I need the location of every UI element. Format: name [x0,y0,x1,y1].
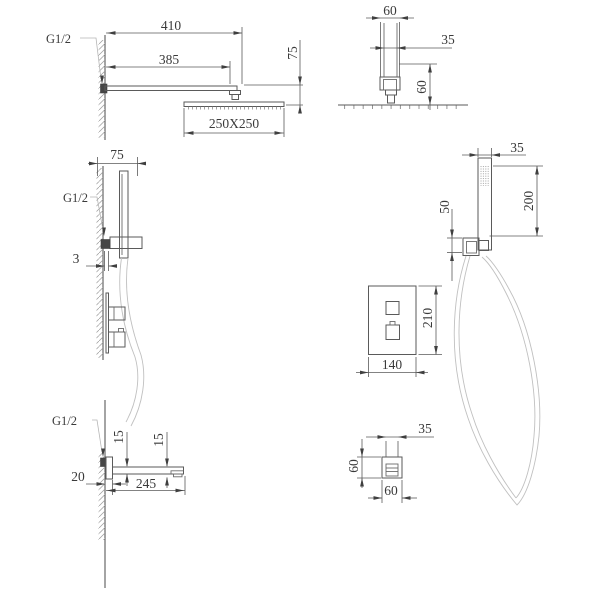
view-mixer-front [356,286,442,377]
bracket-arm [479,241,489,251]
dim-head-drop: 75 [285,46,300,60]
ball-joint-upper [230,91,241,95]
dim-plate-height: 210 [420,307,435,329]
mixer-plate [369,286,417,355]
wall-hatching [97,168,104,358]
shower-head-plate [184,102,284,107]
view-handshower-front [437,140,543,505]
mixer-knob-upper [386,302,399,315]
hose-loop-inner-right [482,257,535,498]
mixer-knob-lower [386,325,400,340]
dim-head-size: 250X250 [208,116,260,131]
wall-flange-inner [384,80,397,91]
shower-head-nozzles [185,107,283,110]
shower-arm [105,86,237,91]
dim-body-height: 60 [346,459,361,473]
view-handshower-side [63,147,146,426]
dim-bracket-height: 50 [437,200,452,214]
joint-upper [386,90,397,95]
spout-wall-plate [106,457,113,479]
hose-loop-outer [454,256,540,505]
dim-plate-width: 140 [381,357,403,372]
dim-spout-length: 245 [135,476,157,491]
dim-wand-length: 200 [521,190,536,212]
view-spout-front [346,421,434,503]
dim-spout-height: 15 [111,430,126,444]
thread-leader-line [80,38,101,79]
dim-bracket-offset: 75 [110,147,124,162]
mixer-knob-side-lower [109,332,126,347]
dim-spout-width: 35 [418,421,432,436]
spout-body-front [382,457,402,478]
wand-spray-face [481,166,490,186]
dim-arm-width: 35 [441,32,455,47]
handshower-wand-side [120,171,129,258]
view-spout-side [52,400,185,588]
wall-inlet-connector [101,458,107,467]
joint-lower [388,95,395,103]
spout-inner [386,464,398,476]
hose-strand [120,258,138,422]
dim-wall-plate-depth: 20 [71,469,85,484]
ball-joint-lower [232,95,239,100]
dim-arm-length: 385 [158,52,180,67]
wall-bracket-side [110,237,142,249]
wall-flange [380,77,400,90]
thread-leader-line [92,420,102,452]
diverter-tab [390,322,395,326]
diverter-tab [119,329,124,333]
view-overhead-side [46,18,303,140]
bracket-inner [467,242,477,254]
thread-label: G1/2 [46,32,71,46]
dim-body-width: 60 [384,483,398,498]
spout-outlet [174,474,183,477]
thread-label: G1/2 [52,414,77,428]
thread-label: G1/2 [63,191,88,205]
dim-wall-gap: 3 [72,251,80,266]
head-plate-nozzles [341,106,465,110]
dim-joint-height: 60 [414,80,429,94]
wall-inlet-connector [101,84,108,93]
dim-flange-width: 60 [383,3,397,18]
dim-wand-width: 35 [510,140,524,155]
view-overhead-front [338,3,468,110]
bracket-wall-pad [101,240,110,249]
dim-arm-reach: 410 [160,18,182,33]
dim-tip-height: 15 [151,433,166,447]
